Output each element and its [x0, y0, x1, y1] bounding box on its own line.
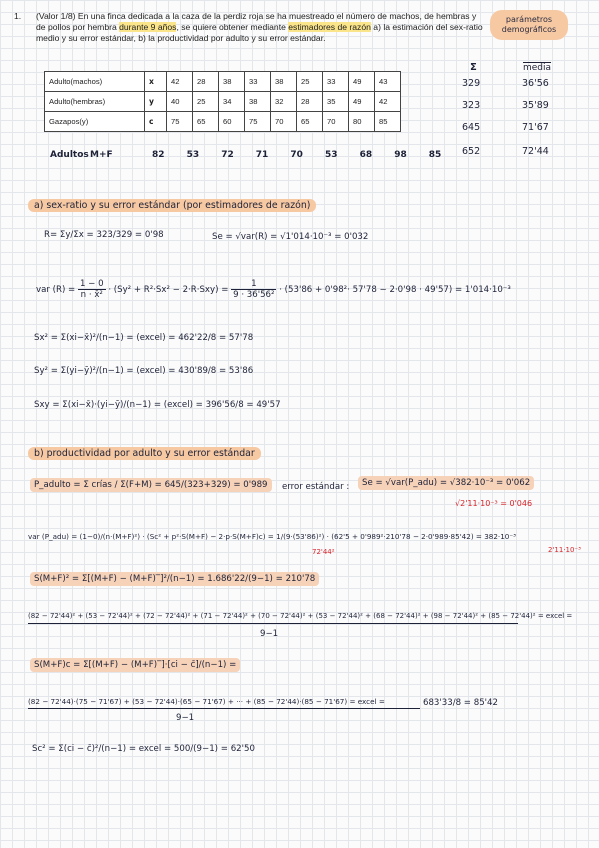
table-cell: 70: [271, 112, 297, 132]
sum-value: 329: [462, 78, 481, 89]
table-cell: 38: [245, 92, 271, 112]
row-symbol: x: [145, 72, 167, 92]
table-cell: 85: [375, 112, 401, 132]
table-cell: 28: [193, 72, 219, 92]
long-fraction-bar: [28, 623, 518, 624]
table-cell: 28: [297, 92, 323, 112]
var-r-formula: [36, 279, 511, 300]
var-r-mid: · (Sy² + R²·Sx² − 2·R·Sxy) =: [108, 285, 229, 295]
long2-denominator: 9−1: [176, 713, 195, 723]
long-numerator: (82 − 72'44)² + (53 − 72'44)² + (72 − 72'44)² + (71 − 72'44)² + (70 − 72'44)² + (53 − 72'44)² + (68 − 72'44)² + (98 − 72'44)² + (85 − 72'44)² = excel =: [28, 612, 573, 620]
adults-label: Adultos: [50, 150, 89, 160]
adults-value: 98: [394, 150, 407, 160]
table-cell: 42: [167, 72, 193, 92]
se-b-box: Se = √var(P_adu) = √382·10⁻³ = 0'062: [358, 476, 534, 490]
table-row: [45, 72, 401, 92]
table-cell: 32: [271, 92, 297, 112]
adults-value: 71: [255, 150, 269, 160]
sum-value: 323: [462, 100, 481, 111]
sum-value: 645: [462, 122, 481, 133]
table-cell: 60: [219, 112, 245, 132]
adults-value: 85: [428, 150, 442, 160]
table-cell: 38: [271, 72, 297, 92]
var-r-frac2-den: 9 · 36'56²: [233, 290, 275, 300]
var-r-frac-den: n · x̄²: [80, 290, 103, 300]
row-label: Gazapos(y): [45, 112, 145, 132]
badge-line-2: demográficos: [501, 24, 557, 34]
var-p-correction: 2'11·10⁻³: [548, 546, 581, 554]
se-b-formula: [358, 478, 534, 488]
adults-value: 68: [359, 150, 373, 160]
adults-value: 53: [186, 150, 200, 160]
section-b-title: b) productividad por adulto y su error estándar: [28, 447, 261, 460]
sy2-formula: Sy² = Σ(yi−ȳ)²/(n−1) = (excel) = 430'89/8 = 53'86: [34, 366, 254, 376]
r-formula: R= Σy/Σx = 323/329 = 0'98: [44, 230, 164, 240]
problem-text-1: (Valor 1/8) En una finca dedicada a la caza de la perdiz roja se ha muestreado el número de machos, de hembras y de pollos por hembra: [36, 11, 477, 33]
p-adulto-box: P_adulto = Σ crías / Σ(F+M) = 645/(323+329) = 0'989: [30, 478, 272, 492]
table-cell: 70: [323, 112, 349, 132]
long2-numerator: (82 − 72'44)·(75 − 71'67) + (53 − 72'44)·(65 − 71'67) + ··· + (85 − 72'44)·(85 − 71'67) = excel =: [28, 697, 385, 706]
var-r-rhs: · (53'86 + 0'98²· 57'78 − 2·0'98 · 49'57) = 1'014·10⁻³: [279, 285, 511, 295]
p-adulto-formula: [30, 480, 272, 490]
var-r-frac-num: 1 − 0: [79, 279, 104, 289]
row-label: Adulto(hembras): [45, 92, 145, 112]
table-cell: 35: [323, 92, 349, 112]
se-b-correction: √2'11·10⁻³ = 0'046: [455, 499, 533, 508]
badge-line-1: parámetros: [505, 15, 553, 24]
sum-header: Σ: [470, 62, 477, 73]
adults-value: 53: [325, 150, 338, 160]
s-mf-box: S(M+F)² = Σ[(M+F) − (M+F)‾]²/(n−1) = 1.686'22/(9−1) = 210'78: [30, 572, 319, 586]
mean-value: 36'56: [522, 78, 549, 89]
problem-number: 1.: [14, 11, 22, 21]
adults-value: 70: [290, 150, 303, 160]
sx2-formula: Sx² = Σ(xi−x̄)²/(n−1) = (excel) = 462'22/8 = 57'78: [34, 333, 254, 343]
s-mfc-box: S(M+F)c = Σ[(M+F) − (M+F)‾]·[ci − c̄]/(n−1) =: [30, 658, 240, 672]
parameters-badge: [490, 10, 568, 40]
table-cell: 34: [219, 92, 245, 112]
table-row: [45, 92, 401, 112]
table-cell: 33: [323, 72, 349, 92]
adults-value: 72: [221, 150, 234, 160]
table-cell: 75: [167, 112, 193, 132]
adults-value: 82: [152, 150, 165, 160]
table-cell: 49: [349, 72, 375, 92]
table-cell: 65: [297, 112, 323, 132]
var-p-formula: var (P_adu) = (1−0)/(n·(M+F)²) · (Sc² + p²·S(M+F) − 2·p·S(M+F)c) = 1/(9·(53'86)²) · (62'5 + 0'989²·210'78 − 2·0'989·85'42) = 382·10⁻³: [28, 532, 517, 541]
long-denominator: 9−1: [260, 629, 279, 639]
table-cell: 65: [193, 112, 219, 132]
table-cell: 25: [297, 72, 323, 92]
row-label: Adulto(machos): [45, 72, 145, 92]
se-b-label: error estándar :: [282, 482, 350, 492]
var-p-note: 72'44²: [312, 548, 335, 556]
mean-value: 71'67: [522, 122, 549, 133]
mean-header: media: [523, 63, 552, 73]
mean-value: 35'89: [522, 100, 549, 111]
table-cell: 80: [349, 112, 375, 132]
long2-fraction-bar: [28, 708, 420, 709]
table-cell: 38: [219, 72, 245, 92]
sc2-formula: Sc² = Σ(ci − c̄)²/(n−1) = excel = 500/(9−1) = 62'50: [32, 744, 255, 754]
highlight-years: durante 9 años: [119, 22, 177, 33]
table-cell: 25: [193, 92, 219, 112]
problem-text-3: a) la estimación del sex-ratio medio y su error estándar, b) la productividad por adulto y su error estándar.: [36, 22, 483, 44]
row-symbol: c: [145, 112, 167, 132]
var-r-lhs: var (R) =: [36, 285, 76, 295]
data-table: [44, 71, 401, 132]
table-cell: 75: [245, 112, 271, 132]
highlight-estimators: estimadores de razón: [288, 22, 371, 33]
long2-result: 683'33/8 = 85'42: [423, 698, 498, 708]
row-symbol: y: [145, 92, 167, 112]
adults-symbol: M+F: [90, 150, 113, 160]
sum-value: 652: [462, 146, 481, 157]
mean-value: 72'44: [522, 146, 549, 157]
var-r-frac2-num: 1: [231, 279, 276, 290]
section-a-title: a) sex-ratio y su error estándar (por estimadores de razón): [28, 199, 316, 212]
sxy-formula: Sxy = Σ(xi−x̄)·(yi−ȳ)/(n−1) = (excel) = 396'56/8 = 49'57: [34, 400, 281, 410]
problem-text-2: , se quiere obtener mediante: [176, 22, 289, 33]
problem-statement: [14, 11, 484, 45]
s-mf-formula: [30, 574, 319, 584]
table-cell: 33: [245, 72, 271, 92]
s-mfc-formula: [30, 660, 240, 670]
table-cell: 49: [349, 92, 375, 112]
table-cell: 43: [375, 72, 401, 92]
table-cell: 42: [375, 92, 401, 112]
se-a-formula: Se = √var(R) = √1'014·10⁻³ = 0'032: [212, 232, 369, 242]
table-cell: 40: [167, 92, 193, 112]
table-row: [45, 112, 401, 132]
